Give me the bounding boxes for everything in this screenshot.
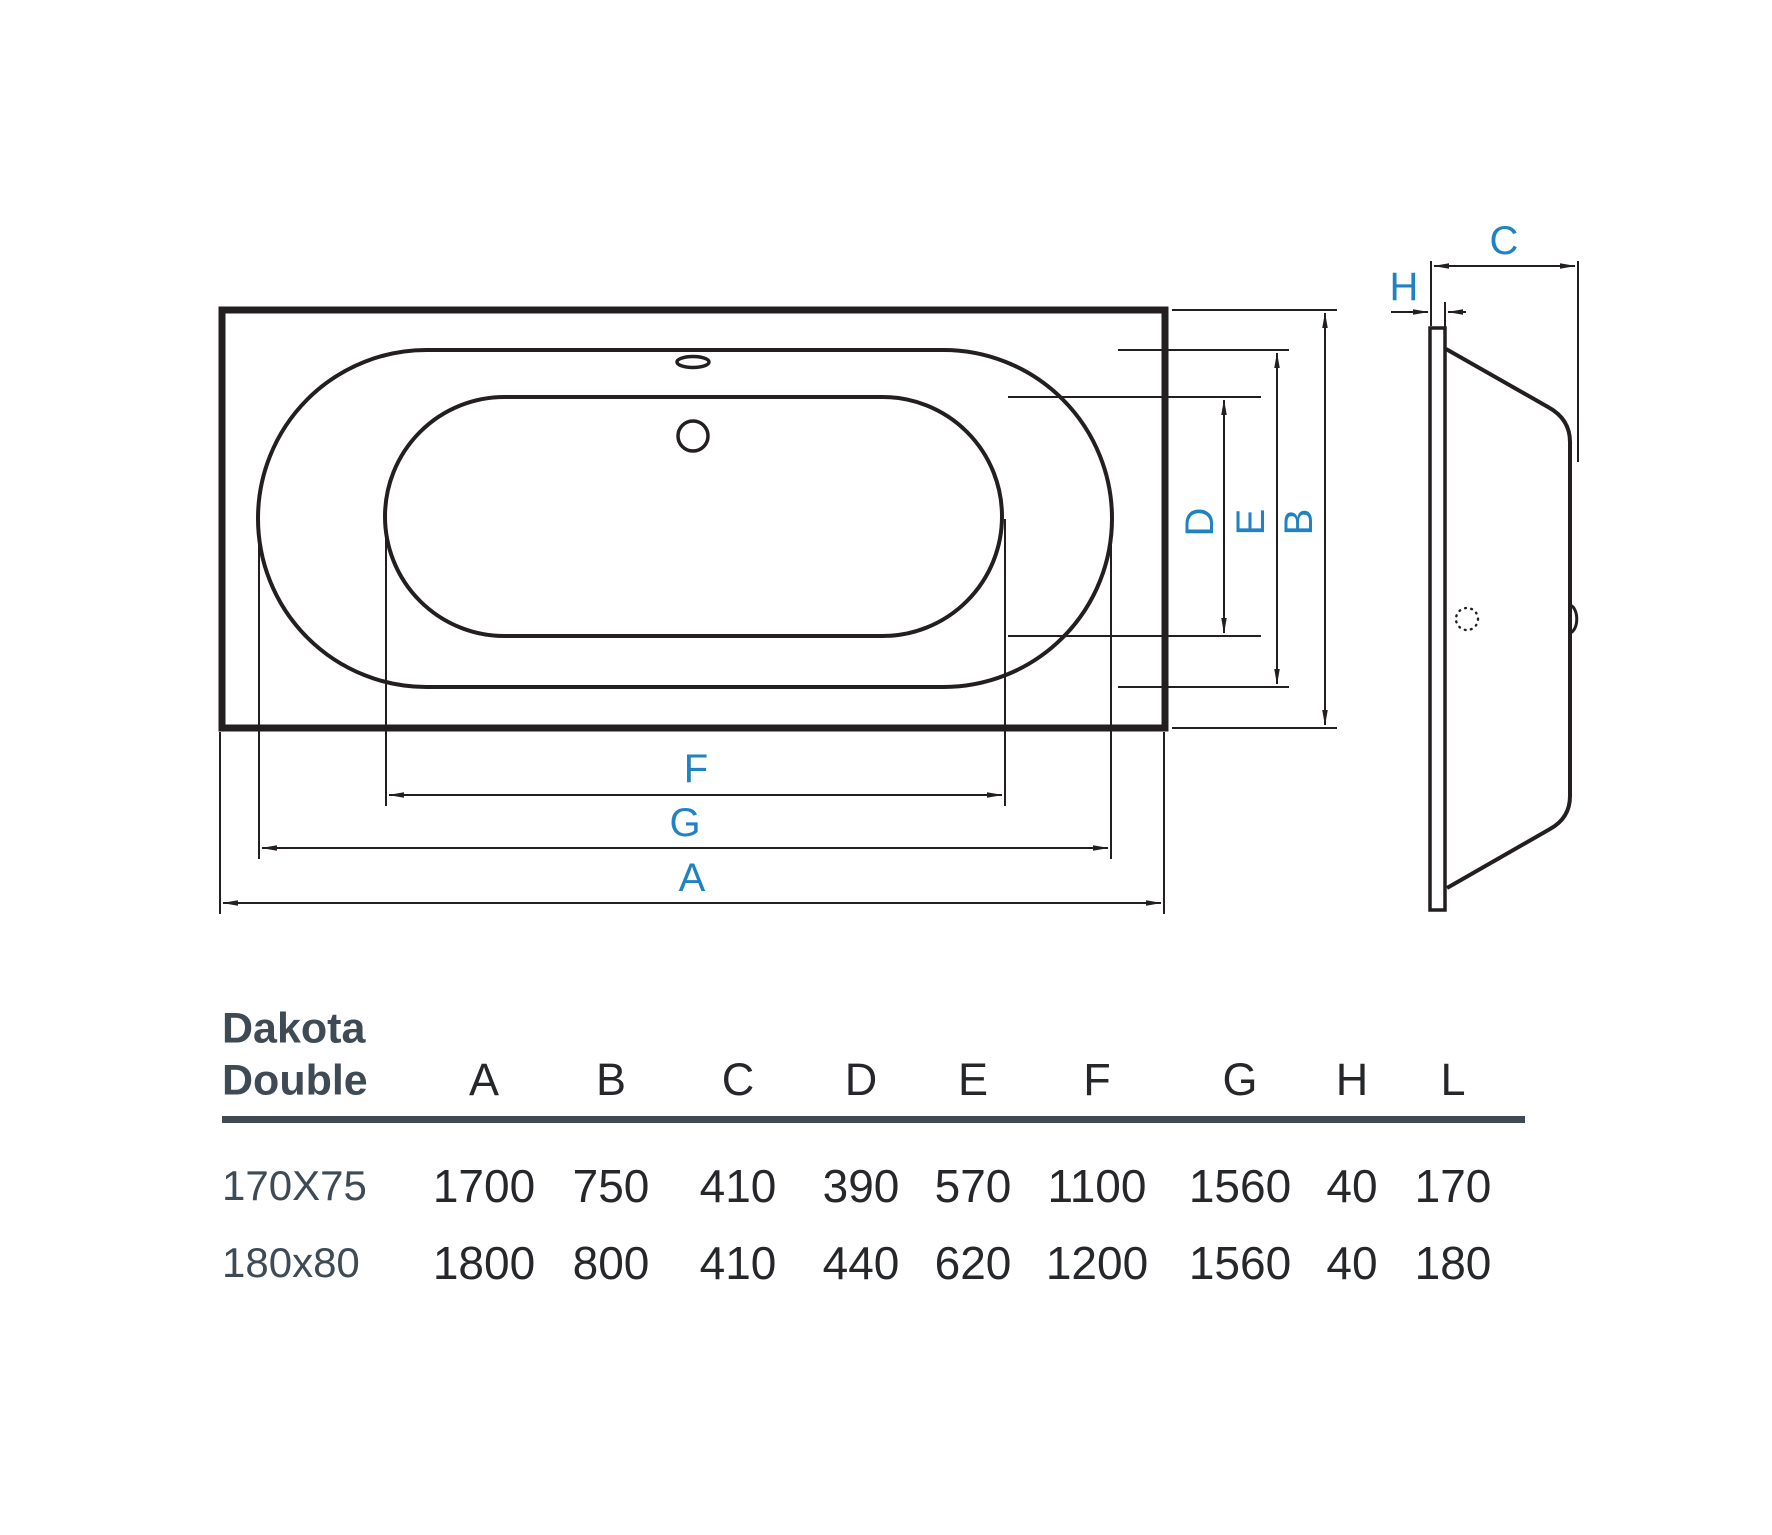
dim-label-C: C: [1489, 219, 1519, 263]
cell-170-F: 1100: [1047, 1160, 1147, 1212]
col-header-D: D: [844, 1054, 878, 1105]
table-title-line2: Double: [222, 1056, 368, 1105]
extension-lines: [220, 310, 1337, 914]
col-header-B: B: [595, 1054, 627, 1105]
side-profile: [1446, 349, 1570, 888]
dim-label-G: G: [669, 801, 701, 845]
cell-180-D: 440: [822, 1237, 900, 1289]
side-panel-edge: [1430, 328, 1445, 910]
drain-hole-hidden: [1456, 608, 1478, 630]
cell-180-L: 180: [1414, 1237, 1492, 1289]
col-header-H: H: [1335, 1054, 1369, 1105]
cell-180-C: 410: [699, 1237, 777, 1289]
cell-170-D: 390: [822, 1160, 900, 1212]
dim-label-B: B: [1277, 508, 1321, 536]
bath-plan-view: [222, 310, 1165, 728]
bath-inner-basin: [385, 397, 1002, 636]
cell-180-G: 1560: [1188, 1237, 1292, 1289]
cell-170-C: 410: [699, 1160, 777, 1212]
dim-label-A: A: [678, 856, 706, 900]
cell-170-G: 1560: [1188, 1160, 1292, 1212]
col-header-L: L: [1440, 1054, 1466, 1105]
dim-label-E: E: [1229, 508, 1273, 536]
row-label: 180x80: [222, 1239, 360, 1286]
table-title-line1: Dakota: [222, 1004, 366, 1053]
col-header-G: G: [1222, 1054, 1258, 1105]
dimension-C: [1431, 261, 1578, 462]
row-label: 170X75: [222, 1162, 367, 1209]
cell-180-E: 620: [934, 1237, 1012, 1289]
table-header-rule: [222, 1116, 1525, 1123]
col-header-E: E: [957, 1054, 989, 1105]
col-header-A: A: [468, 1054, 500, 1105]
cell-180-A: 1800: [432, 1237, 536, 1289]
dim-label-H: H: [1389, 265, 1419, 309]
overflow-slot: [677, 357, 709, 368]
cell-170-A: 1700: [432, 1160, 536, 1212]
dim-label-D: D: [1178, 507, 1222, 537]
cell-180-B: 800: [572, 1237, 650, 1289]
bath-side-view: [1430, 328, 1577, 910]
cell-170-H: 40: [1326, 1160, 1378, 1212]
dim-label-F: F: [683, 747, 709, 791]
cell-180-H: 40: [1326, 1237, 1378, 1289]
tap-hole: [678, 421, 708, 451]
cell-170-E: 570: [934, 1160, 1012, 1212]
col-header-C: C: [721, 1054, 755, 1105]
col-header-F: F: [1083, 1054, 1111, 1105]
cell-170-L: 170: [1414, 1160, 1492, 1212]
cell-180-F: 1200: [1045, 1237, 1149, 1289]
cell-170-B: 750: [572, 1160, 650, 1212]
